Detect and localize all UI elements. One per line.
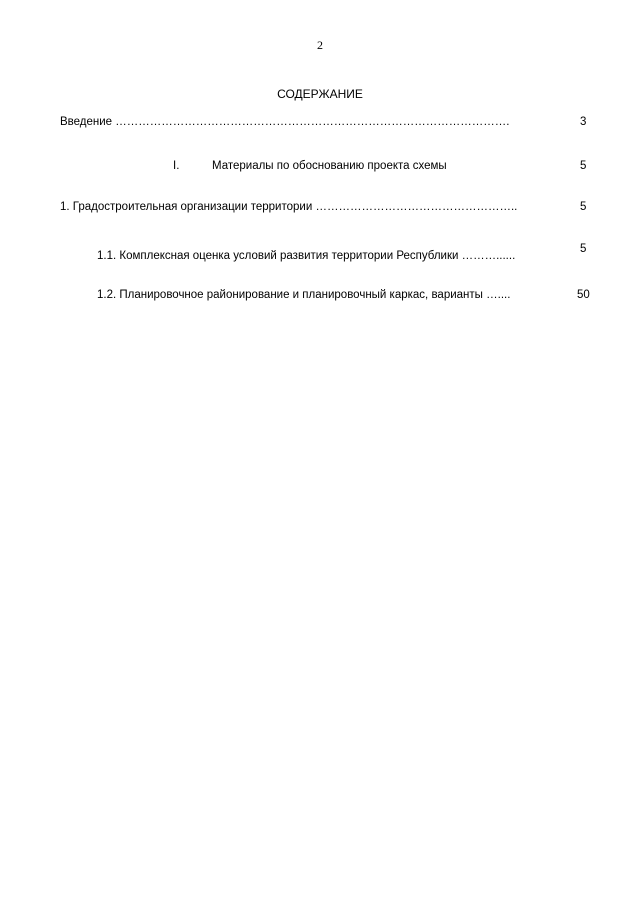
toc-entry-page: 5 (580, 160, 587, 172)
page-number: 2 (317, 38, 323, 52)
toc-title: СОДЕРЖАНИЕ (277, 87, 363, 101)
toc-entry-text: 1.2. Планировочное районирование и планировочный каркас, варианты ….... (97, 289, 511, 301)
toc-entry-page: 5 (580, 243, 587, 255)
toc-entry-page: 50 (577, 289, 590, 301)
toc-entry-page: 5 (580, 201, 587, 213)
toc-entry-text: Введение …………………………………………………………………………………………. (60, 116, 510, 128)
section-numeral: I. (173, 160, 180, 172)
toc-entry-text: Материалы по обоснованию проекта схемы (212, 160, 447, 172)
toc-entry-text: 1.1. Комплексная оценка условий развития территории Республики ………...... (97, 250, 516, 262)
toc-entry-text: 1. Градостроительная организации территории …………………………………………….. (60, 201, 518, 213)
toc-entry-page: 3 (580, 116, 587, 128)
